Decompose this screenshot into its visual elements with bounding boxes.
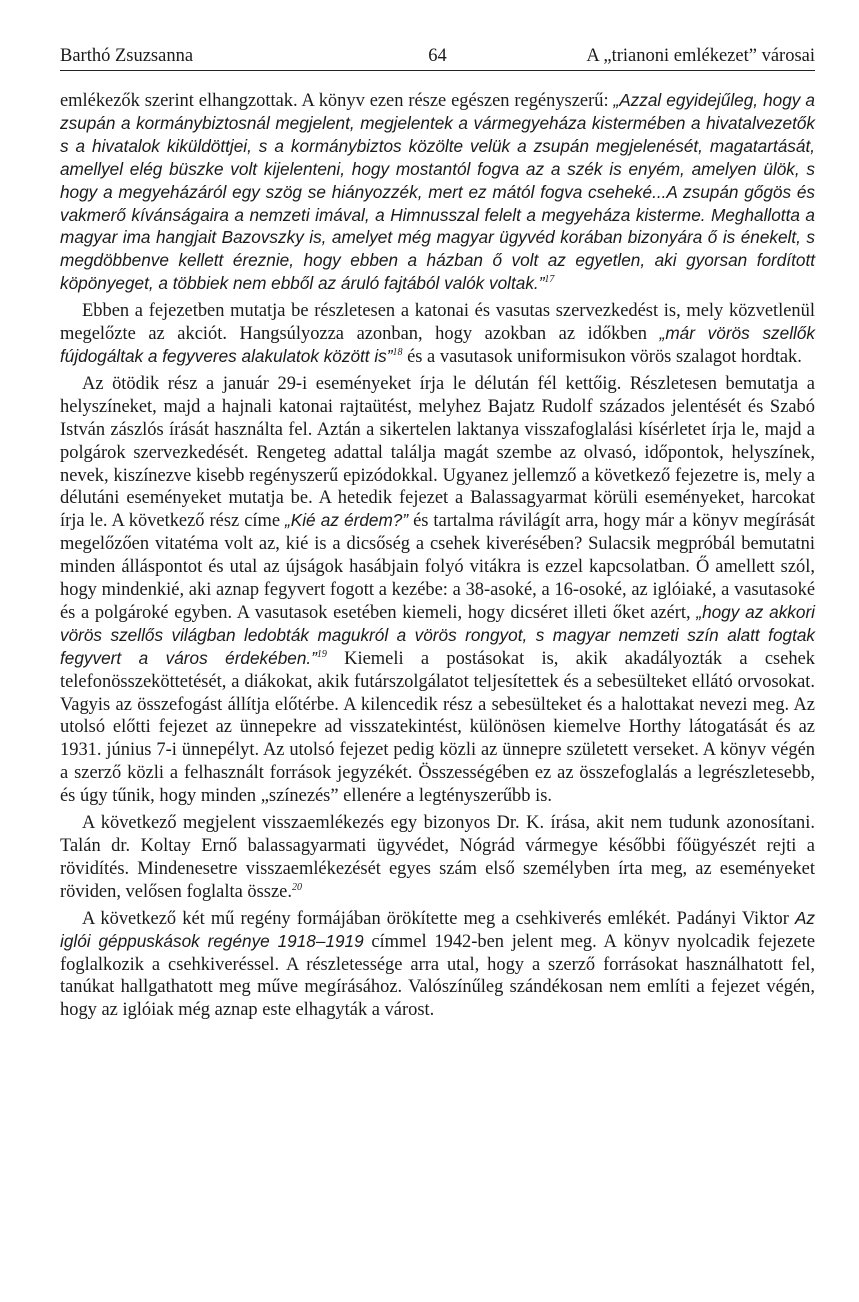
italic-quote: „már vörös szellők fújdogáltak a fegyveres alakulatok között is” bbox=[60, 323, 815, 366]
text-run: emlékezők szerint elhangzottak. A könyv ezen része egészen regényszerű: bbox=[60, 90, 614, 110]
text-run: és a vasutasok uniformisukon vörös szalagot hordtak. bbox=[402, 345, 802, 366]
italic-quote: „hogy az akkori vörös szellős világban ledobták magukról a vörös rongyot, s magyar nemzeti szín alatt fogtak fegyvert a város érdekében.” bbox=[60, 601, 816, 668]
paragraph-fifth-part bbox=[60, 372, 815, 807]
text-run: A következő megjelent visszaemlékezés egy bizonyos Dr. K. írása, akit nem tudunk azonosítani. Talán dr. Koltay Ernő balassagyarmati ügyvédet, Nógrád vármegye későbbi főügyészét rejti a rövidítés. Mindenesetre visszaemlékezését egyes szám első személyben írta meg, az eseményeket röviden, velősen foglalta össze. bbox=[60, 812, 815, 901]
paragraph-military-organization bbox=[60, 299, 815, 368]
text-run: Kiemeli a postásokat is, akik akadályozták a csehek telefonösszeköttetését, a diákokat, akik futárszolgálatot teljesítettek és a sebesülteket ellátó orvosokat. Vagyis az összefogást állítja előtérbe. A kilencedik rész a sebesülteket és a halottakat nevezi meg. Az utolsó előtti fejezet az ünnepekre ad visszatekintést, különösen kiemelve Horthy látogatását és az 1931. június 7-i ünnepélyt. Az utolsó fejezet pedig közli az ünnepre született verseket. A könyv végén a szerző közli a felhasznált források jegyzékét. Összességében ez az összefoglalás a legrészletesebb, és úgy tűnik, hogy minden „színezés” ellenére a legtényszerűbb is. bbox=[60, 647, 815, 806]
italic-quote: Az iglói géppuskások regénye 1918–1919 bbox=[60, 907, 815, 951]
body-text bbox=[60, 89, 815, 1025]
paragraph-continued bbox=[60, 89, 815, 295]
italic-quote: „Azzal egyidejűleg, hogy a zsupán a kormánybiztosnál megjelent, megjelentek a vármegyeháza kistermében a hivatalvezetők s a hivatalok kiküldöttjei, s a kormánybiztos közölte velük a zsupán megjelenését, magatartását, amellyel elég büszke volt kijelenteni, hogy mostantól fogva az a szék is enyém, amelyen ülök, s hogy a megyeházáról egy szög se hiányozzék, mert ez mától fogva cseheké...A zsupán gőgös és vakmerő kívánságaira a nemzeti imával, a Himnusszal felelt a megyeháza kisterme. Meghallotta a magyar ima hangjait Bazovszky is, amelyet még magyar ügyvéd korában bizonyára ő is énekelt, s megdöbbenve kellett éreznie, hogy ebben a házban ő volt az egyetlen, aki gyorsan fordított köpönyeget, a többiek nem ebből az áruló fajtából valók voltak.” bbox=[60, 90, 815, 294]
paragraph-dr-k-memoir bbox=[60, 811, 815, 903]
header-running-title: A „trianoni emlékezet” városai bbox=[586, 46, 815, 66]
paragraph-novels bbox=[60, 907, 815, 1022]
italic-quote: „Kié az érdem?” bbox=[285, 510, 409, 531]
footnote-ref: 18 bbox=[392, 346, 403, 358]
footnote-ref: 19 bbox=[316, 648, 327, 660]
text-run: címmel 1942-ben jelent meg. A könyv nyolcadik fejezete foglalkozik a csehkiveréssel. A részletessége arra utal, hogy a szerző forrásokat használhatott fel, tanúkat hallgathatott meg műve megírásához. Valószínűleg szándékosan nem említi a fejezet végén, hogy az iglóiak még aznap este elhagyták a várost. bbox=[60, 930, 816, 1020]
text-run: és tartalma rávilágít arra, hogy már a könyv megírását megelőzően vitatéma volt az, kié is a dicsőség a csehek kiverésében? Sulacsik megpróbál bemutatni minden álláspontot és utal az újságok hasábjain folyó vitákra is ezzel kapcsolatban. Ő amellett szól, hogy mindenkié, aki aznap fegyvert fogott a kezébe: a 38-asoké, a 16-osoké, az iglóiaké, a vasutasoké és a polgároké egyben. A vasutasok esetében kiemeli, hogy dicséret illeti őket azért, bbox=[60, 510, 815, 622]
text-run: Az ötödik rész a január 29-i eseményeket írja le délután fél kettőig. Részletesen bemutatja a helyszíneket, majd a hajnali katonai rajtaütést, melyhez Bajatz Rudolf százados jelentését és Szabó István zászlós írását használta fel. Aztán a sikertelen laktanya visszafoglalási kísérletet írja le, majd a polgárok szervezkedését. Rengeteg adattal találja magát szembe az olvasó, időpontok, helyszínek, nevek, kiszínezve kisebb regényszerű epizódokkal. Ugyanez jellemző a következő fejezetre is, mely a délutáni eseményeket mutatja be. A hetedik fejezet a Balassagyarmat körüli eseményeket, harcokat írja le. A következő rész címe bbox=[60, 372, 815, 531]
text-run: Ebben a fejezetben mutatja be részletesen a katonai és vasutas szervezkedést is, mely közvetlenül megelőzte az akciót. Hangsúlyozza azonban, hogy azokban az időkben bbox=[60, 300, 815, 344]
page-number: 64 bbox=[428, 46, 447, 66]
footnote-ref: 17 bbox=[544, 274, 555, 286]
footnote-ref: 20 bbox=[291, 881, 302, 893]
running-header bbox=[60, 44, 815, 71]
text-run: A következő két mű regény formájában örökítette meg a csehkiverés emlékét. Padányi Viktor bbox=[82, 907, 795, 928]
header-author: Barthó Zsuzsanna bbox=[60, 46, 194, 66]
